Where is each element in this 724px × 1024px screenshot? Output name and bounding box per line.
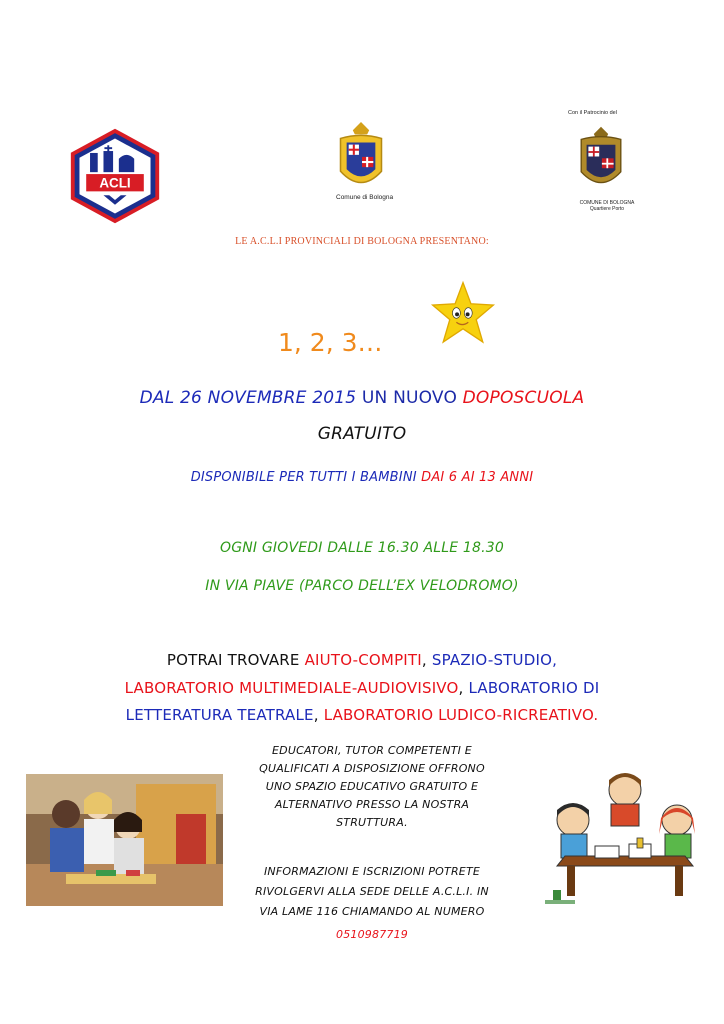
phone-number: 0510987719 bbox=[336, 928, 408, 941]
bologna-caption: Comune di Bologna bbox=[336, 194, 394, 201]
labs-aiuto-compiti: AIUTO-COMPITI bbox=[304, 651, 422, 669]
info-line-3: VIA LAME 116 CHIAMANDO AL NUMERO bbox=[259, 905, 485, 918]
educators-line-5: STRUTTURA. bbox=[336, 816, 408, 829]
educators-line-3: UNO SPAZIO EDUCATIVO GRATUITO E bbox=[265, 780, 479, 793]
schedule-when: OGNI GIOVEDI DALLE 16.30 ALLE 18.30 bbox=[219, 540, 505, 556]
title-gratuito: GRATUITO bbox=[317, 424, 407, 444]
acli-text: ACLI bbox=[99, 175, 131, 191]
children-photo bbox=[26, 774, 223, 906]
quartiere-caption-line1: COMUNE DI BOLOGNA bbox=[579, 200, 635, 206]
labs-ludico: LABORATORIO LUDICO-RICREATIVO. bbox=[323, 706, 599, 724]
acli-logo bbox=[66, 128, 164, 224]
info-block bbox=[222, 862, 522, 922]
labs-line-2 bbox=[40, 679, 684, 697]
schedule-where: IN VIA PIAVE (PARCO DELL’EX VELODROMO) bbox=[205, 578, 519, 594]
labs-separator-1: , bbox=[421, 651, 432, 669]
info-line-1: INFORMAZIONI E ISCRIZIONI POTRETE bbox=[263, 865, 481, 878]
labs-separator-2: , bbox=[458, 679, 469, 697]
smiling-star-icon bbox=[428, 280, 498, 346]
kids-cartoon bbox=[545, 768, 705, 914]
quartiere-coat-of-arms bbox=[573, 125, 629, 197]
bologna-coat-of-arms bbox=[330, 120, 392, 202]
labs-line-3 bbox=[40, 706, 684, 724]
patrocinio-caption: Con il Patrocinio del bbox=[568, 110, 617, 116]
title-nuovo: UN NUOVO bbox=[361, 388, 463, 408]
labs-line-1 bbox=[40, 651, 684, 669]
labs-spazio-studio: SPAZIO-STUDIO, bbox=[431, 651, 558, 669]
labs-multimediale: LABORATORIO MULTIMEDIALE-AUDIOVISIVO bbox=[124, 679, 459, 697]
count-heading: 1, 2, 3… bbox=[278, 328, 383, 357]
labs-intro: POTRAI TROVARE bbox=[166, 651, 305, 669]
labs-separator-3: , bbox=[313, 706, 324, 724]
availability-ages: DAI 6 AI 13 ANNI bbox=[421, 470, 534, 485]
info-line-2: RIVOLGERVI ALLA SEDE DELLE A.C.L.I. IN bbox=[255, 885, 489, 898]
labs-laboratorio-di: LABORATORIO DI bbox=[468, 679, 600, 697]
educators-line-1: EDUCATORI, TUTOR COMPETENTI E bbox=[272, 744, 472, 757]
title-line-1 bbox=[60, 388, 664, 408]
availability-all-children: DISPONIBILE PER TUTTI I BAMBINI bbox=[190, 470, 422, 485]
educators-block bbox=[222, 742, 522, 832]
educators-line-4: ALTERNATIVO PRESSO LA NOSTRA bbox=[274, 798, 470, 811]
quartiere-caption-line2: Quartiere Porto bbox=[589, 206, 625, 212]
quartiere-caption bbox=[566, 200, 648, 212]
presentano-header: LE A.C.L.I PROVINCIALI DI BOLOGNA PRESENTANO: bbox=[235, 236, 489, 247]
title-doposcuola: DOPOSCUOLA bbox=[462, 388, 585, 408]
title-date: DAL 26 NOVEMBRE 2015 bbox=[139, 388, 362, 408]
availability-line bbox=[60, 470, 664, 485]
educators-line-2: QUALIFICATI A DISPOSIZIONE OFFRONO bbox=[259, 762, 485, 775]
labs-letteratura: LETTERATURA TEATRALE bbox=[125, 706, 314, 724]
